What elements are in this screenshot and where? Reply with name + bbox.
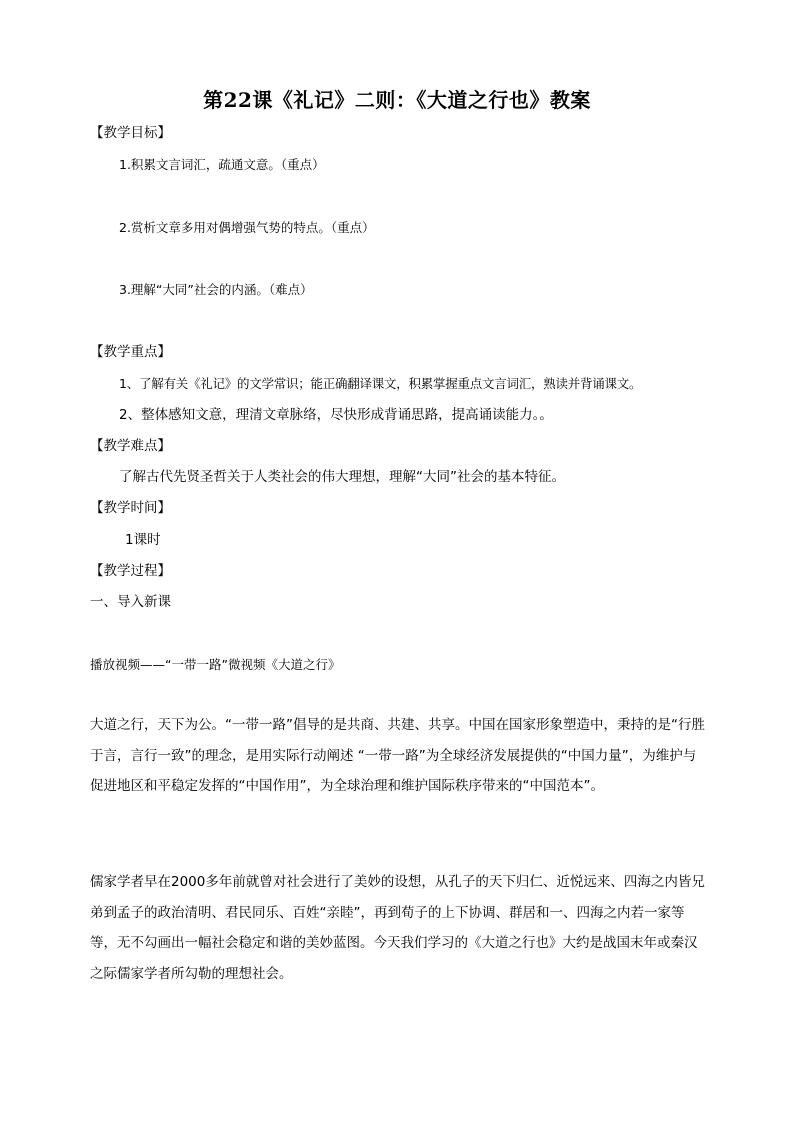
time-heading: 【教学时间】	[90, 500, 171, 516]
objective-item-3: 3.理解“大同”社会的内涵。（难点）	[119, 282, 313, 297]
difficulties-text: 了解古代先贤圣哲关于人类社会的伟大理想，理解“大同”社会的基本特征。	[119, 469, 565, 485]
key-point-item-2: 2、整体感知文意，理清文章脉络，尽快形成背诵思路，提高诵读能力。。	[119, 407, 553, 423]
objectives-heading: 【教学目标】	[90, 125, 171, 141]
time-text: 1课时	[125, 532, 161, 548]
objective-item-1: 1.积累文言词汇，疏通文意。（重点）	[119, 157, 325, 172]
intro-paragraph-1: 大道之行，天下为公。“一带一路”倡导的是共商、共建、共享。中国在国家形象塑造中，秉持的是“行胜于言，言行一致”的理念，是用实际行动阐述 “一带一路”为全球经济发展提供的“中国力量”，为维护与促进地区和平稳定发挥的“中国作用”，为全球治理和维护国际秩序带来的“中国范本”。	[90, 717, 705, 794]
process-heading: 【教学过程】	[90, 563, 171, 579]
key-points-heading: 【教学重点】	[90, 344, 171, 360]
intro-paragraph-2: 儒家学者早在2000多年前就曾对社会进行了美妙的设想，从孔子的天下归仁、近悦远来、四海之内皆兄弟到孟子的政治清明、君民同乐、百姓“亲睦”，再到荀子的上下协调、群居和一、四海之内若一家等等，无不勾画出一幅社会稳定和谐的美妙蓝图。今天我们学习的《大道之行也》大约是战国末年或秦汉之际儒家学者所勾勒的理想社会。	[90, 874, 705, 982]
section-intro-title: 一、导入新课	[90, 594, 171, 610]
key-point-item-1: 1、了解有关《礼记》的文学常识；能正确翻译课文，积累掌握重点文言词汇，熟读并背诵课文。	[119, 376, 642, 391]
objective-item-2: 2.赏析文章多用对偶增强气势的特点。（重点）	[119, 220, 375, 235]
video-line: 播放视频——“一带一路”微视频《大道之行》	[90, 657, 341, 672]
difficulties-heading: 【教学难点】	[90, 438, 171, 454]
page-title: 第22课《礼记》二则：《大道之行也》教案	[203, 88, 591, 112]
